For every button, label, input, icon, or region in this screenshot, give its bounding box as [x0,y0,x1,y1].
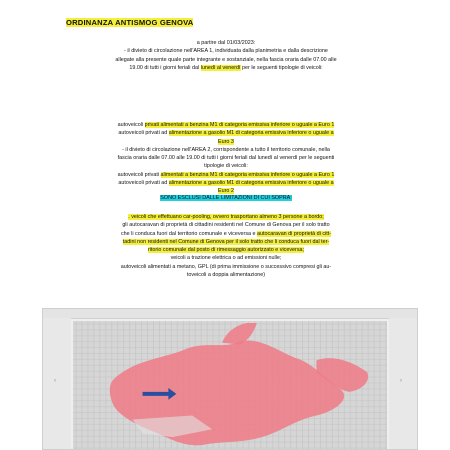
highlighted-text: lunedì al venerdì [200,64,241,71]
area-map [73,321,387,449]
viewer-right-margin [389,318,417,449]
highlighted-text: ritorio comunale dal posto di rimessaggio autorizzato e viceversa; [147,247,305,254]
text-line [76,246,376,254]
text-line: gli autocaravan di proprietà di cittadini residenti nel Comune di Genova per il solo tratto [122,222,330,229]
viewer-toolbar [43,309,417,319]
highlighted-text: alimentati a benzina M1 di categoria emissiva inferiore o uguale a Euro 1 [160,171,335,178]
text-line: fascia oraria dalle 07.00 alle 19.00 di tutti i giorni feriali dal lunedì al venerdì per le seguenti [117,155,335,162]
text-line [76,213,376,221]
highlighted-text: privati alimentati a benzina M1 di categoria emissiva inferiore o uguale a Euro 1 [144,122,335,128]
text-segment: autoveicoli privati [117,171,161,178]
highlighted-text: Euro 3 [218,138,234,145]
map-graphic [73,321,387,449]
highlighted-text: autocaravan di proprietà di citt- [257,230,332,237]
text-line: tipologie di veicoli: [204,163,248,170]
text-line: - il divieto di circolazione nell'AREA 2, corrispondente a tutto il territorio comunale, nella [122,146,330,153]
highlighted-text: alimentazione a gasolio M1 di categoria emissiva inferiore o uguale a [168,130,334,137]
document-title: ORDINANZA ANTISMOG GENOVA [66,18,194,27]
text-line [76,129,376,137]
highlighted-text: Euro 2 [218,188,234,195]
chevron-left-icon[interactable]: ‹ [54,378,56,384]
map-viewer [42,308,418,450]
section-area1 [76,39,376,72]
text-line [76,171,376,179]
text-segment: per le seguenti tipologie di veicoli: [240,64,323,71]
text-line [76,138,376,146]
text-line [76,121,376,129]
text-segment: autoveicoli [117,122,145,128]
text-line: allegate alla presente quale parte integrante e sostanziale, nella fascia oraria dalle 07.00 alle [115,56,337,63]
text-line [76,64,376,72]
text-line: a partire dal 01/03/2023: [196,40,256,46]
text-segment: 19.00 di tutti i giorni feriali dal [129,64,201,71]
text-segment: autoveicoli privati ad [118,130,169,137]
text-line [76,179,376,187]
section-vehicles [76,121,376,196]
text-segment: che li conduca fuori dal territorio comunale e viceversa e [120,230,258,237]
text-line: veicoli a trazione elettrica o ad emissioni nulle; [170,255,282,262]
text-line [76,238,376,246]
viewer-left-margin [43,318,71,449]
highlighted-text: tadini non residenti nel Comune di Genova per il solo tratto che li conduca fuori dal ter- [122,238,330,245]
section-exemptions [76,213,376,279]
exempt-heading: SONO ESCLUSI DALLE LIMITAZIONI DI CUI SOPRA: [160,195,292,201]
exempt-heading-wrap [76,194,376,202]
text-line: - il divieto di circolazione nell'AREA 1, individuata dalla planimetria e dalla descrizione [124,48,328,55]
text-segment: autoveicoli privati ad [118,180,169,187]
highlighted-text: . veicoli che effettuano car-pooling, ovvero trasportano almeno 3 persone a bordo; [128,214,324,220]
text-line: autoveicoli alimentati a metano, GPL (di prima immissione o successivo compresi gli au- [120,263,332,270]
highlighted-text: alimentazione a gasolio M1 di categoria emissiva inferiore o uguale a [168,180,334,187]
chevron-right-icon[interactable]: › [400,378,402,384]
text-line: toveicoli a doppia alimentazione) [186,272,266,279]
text-line [76,230,376,238]
